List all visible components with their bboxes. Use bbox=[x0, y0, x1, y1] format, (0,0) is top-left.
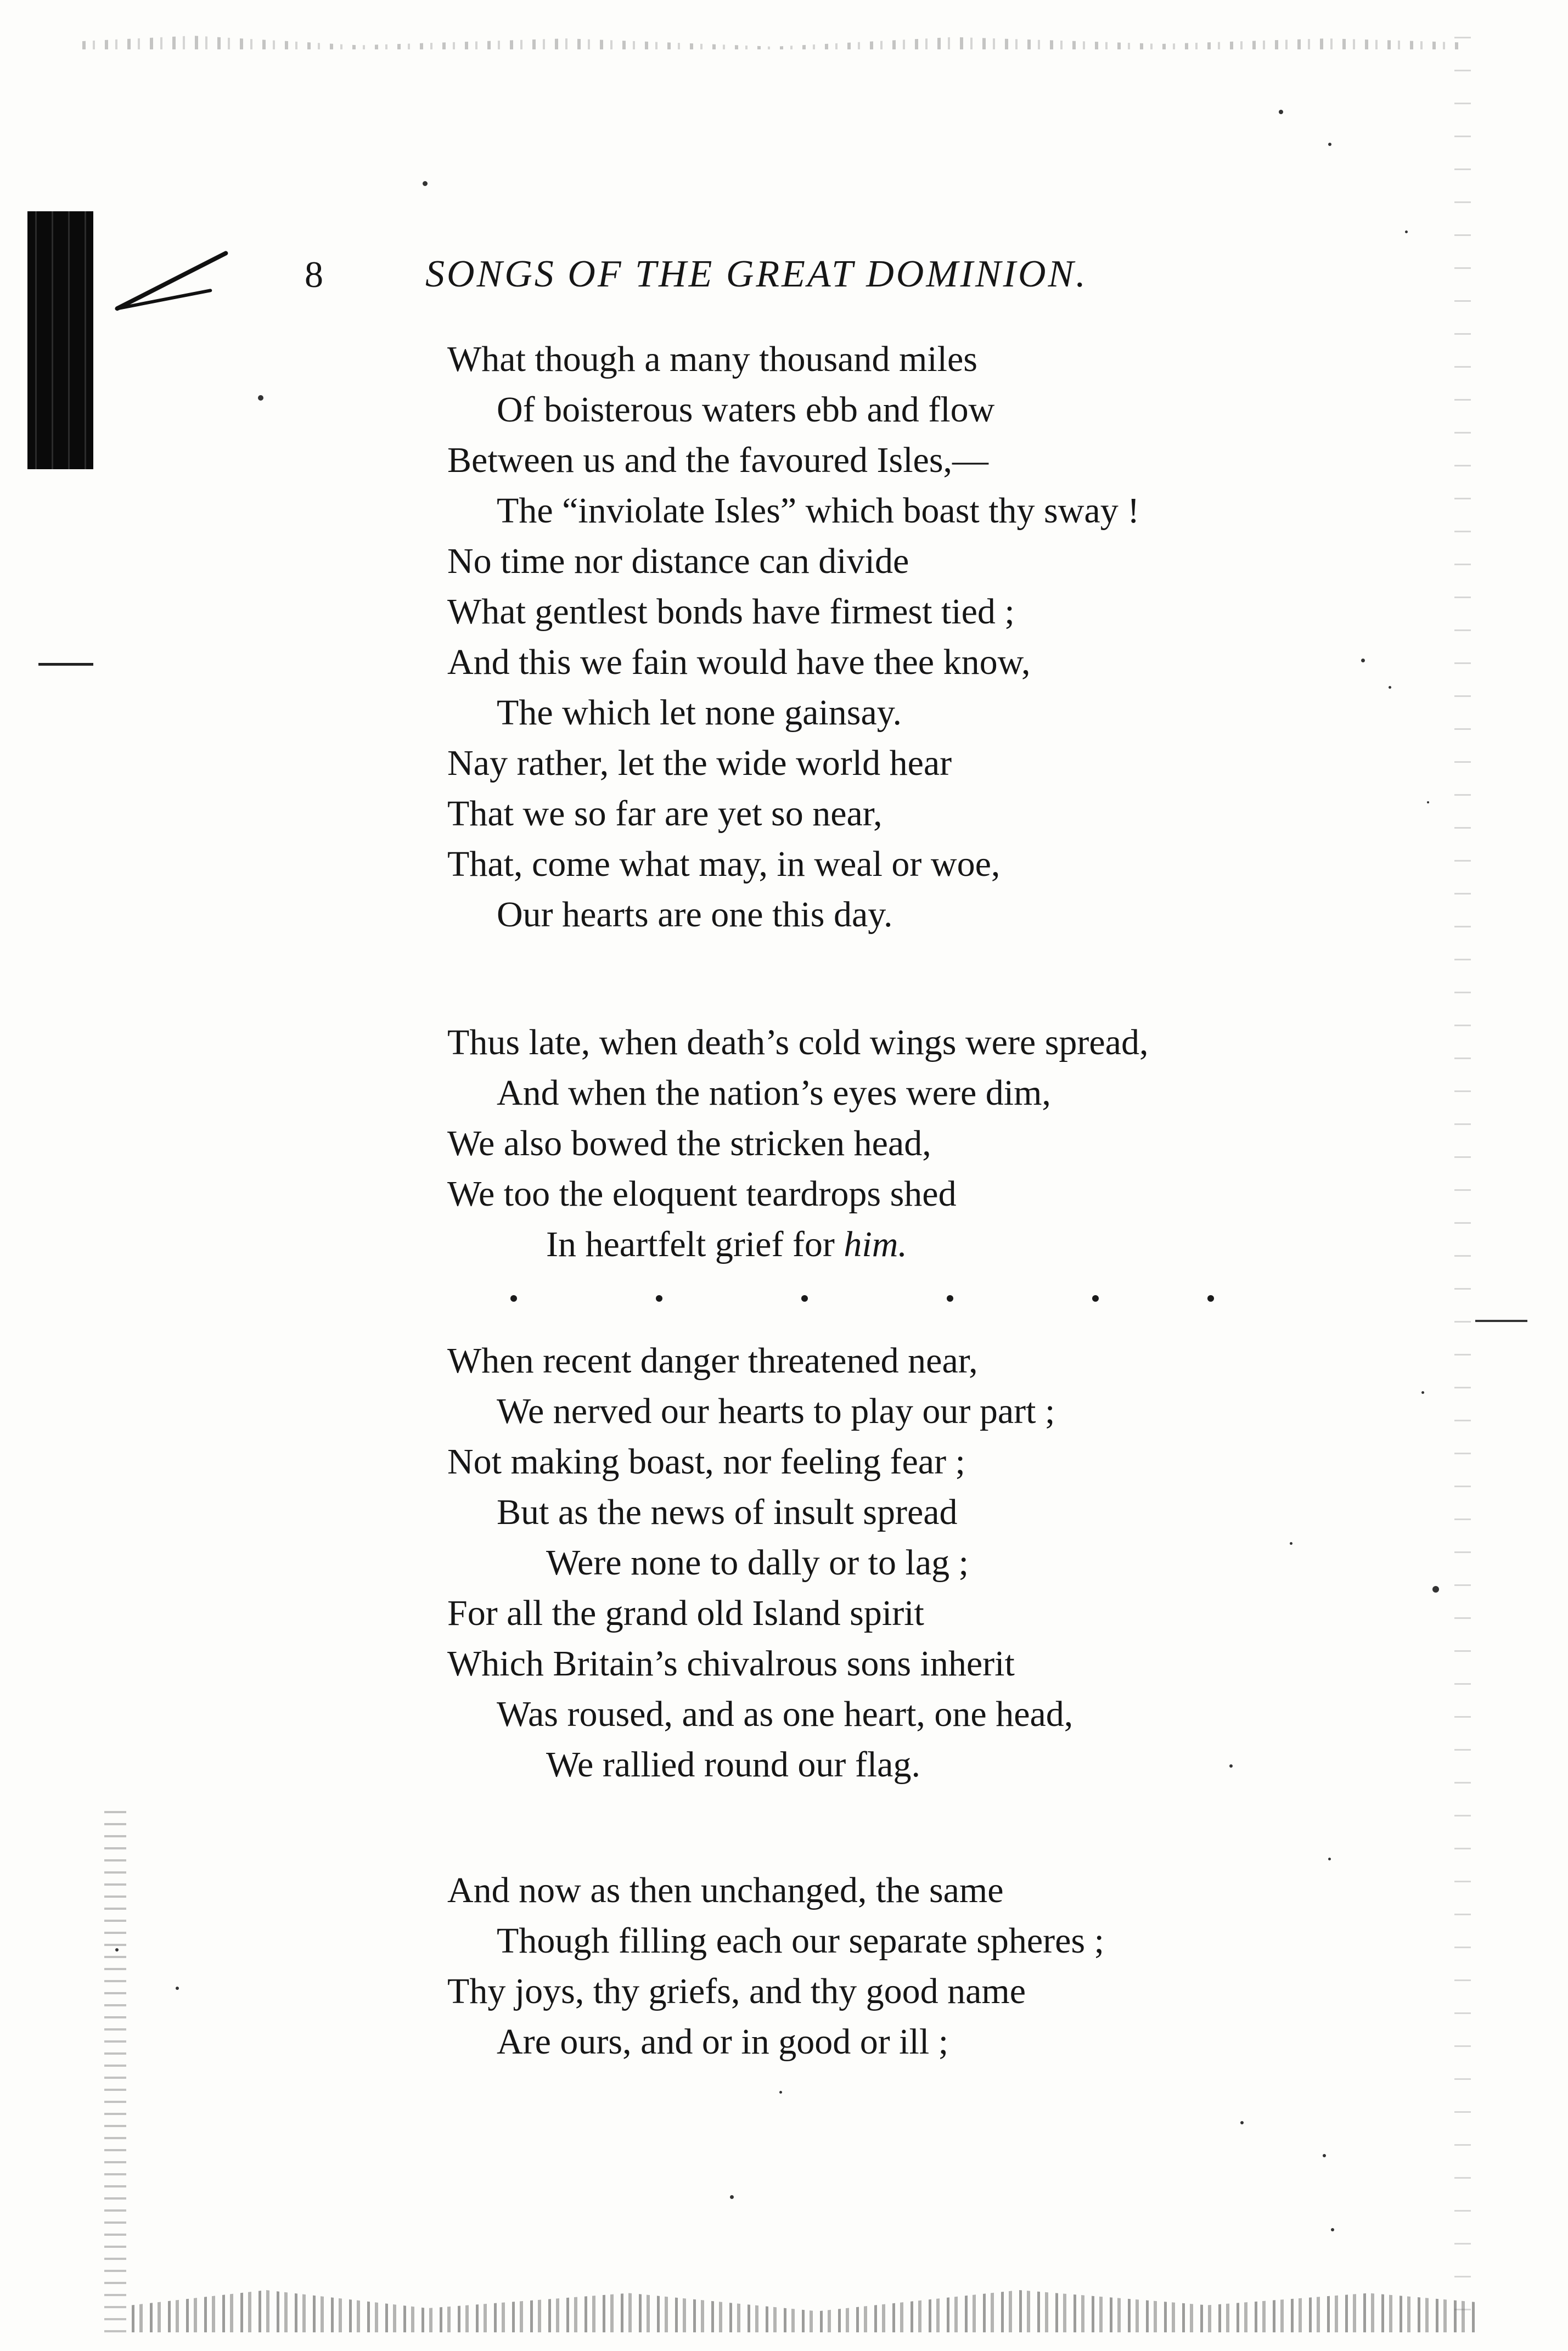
poem-line-text: Not making boast, nor feeling fear ; bbox=[447, 1442, 965, 1482]
poem-line-text: Of boisterous waters ebb and flow bbox=[497, 390, 995, 430]
poem-line bbox=[447, 1021, 1148, 1065]
poem-line-text: That we so far are yet so near, bbox=[447, 794, 883, 834]
poem-line bbox=[447, 1122, 931, 1166]
poem-line-text: Though filling each our separate spheres ; bbox=[497, 1921, 1104, 1961]
poem-line-text: Our hearts are one this day. bbox=[497, 895, 893, 935]
poem-line-text: In heartfelt grief for bbox=[546, 1224, 835, 1264]
poem-line bbox=[546, 1541, 969, 1585]
dust-speck bbox=[1331, 2228, 1334, 2231]
poem-line-text: No time nor distance can divide bbox=[447, 541, 909, 581]
scan-edge-right bbox=[1454, 33, 1471, 2310]
poem-line bbox=[447, 1172, 957, 1216]
dust-speck bbox=[1279, 110, 1283, 114]
poem-line-text: Thus late, when death’s cold wings were spread, bbox=[447, 1022, 1149, 1062]
poem-line bbox=[447, 842, 1000, 886]
poem-line bbox=[447, 1440, 965, 1484]
poem-line-text: Were none to dally or to lag ; bbox=[546, 1543, 969, 1583]
poem-line-text: We nerved our hearts to play our part ; bbox=[497, 1391, 1055, 1431]
poem-line-text: And now as then unchanged, the same bbox=[447, 1870, 1004, 1910]
dust-speck bbox=[1323, 2154, 1326, 2157]
poem-line bbox=[447, 539, 909, 583]
dust-speck bbox=[1389, 686, 1391, 689]
poem-line-text: What gentlest bonds have firmest tied ; bbox=[447, 592, 1015, 632]
page-header bbox=[305, 247, 1413, 307]
poem-line bbox=[497, 388, 994, 432]
poem-line bbox=[497, 2020, 948, 2064]
poem-line-text: What though a many thousand miles bbox=[447, 339, 977, 379]
poem-line bbox=[497, 1692, 1073, 1736]
dust-speck bbox=[1240, 2121, 1244, 2124]
poem-line-text: That, come what may, in weal or woe, bbox=[447, 844, 1001, 884]
poem-line-text: For all the grand old Island spirit bbox=[447, 1593, 924, 1633]
poem-line bbox=[497, 1390, 1055, 1433]
poem-line-text: Nay rather, let the wide world hear bbox=[447, 743, 952, 783]
poem-line-text: We too the eloquent teardrops shed bbox=[447, 1174, 957, 1214]
margin-dash-right bbox=[1475, 1320, 1527, 1322]
poem-line bbox=[497, 691, 902, 735]
poem-line-text: Thy joys, thy griefs, and thy good name bbox=[447, 1971, 1026, 2011]
dust-speck bbox=[115, 1948, 119, 1951]
poem-line-text: Which Britain’s chivalrous sons inherit bbox=[447, 1644, 1015, 1684]
poem-line bbox=[447, 640, 1030, 684]
dust-speck bbox=[423, 181, 428, 186]
poem-line bbox=[447, 1339, 978, 1383]
dust-speck bbox=[1432, 1586, 1439, 1593]
margin-dash bbox=[38, 663, 93, 666]
poem-line bbox=[497, 893, 892, 937]
dust-speck bbox=[258, 395, 263, 401]
poem-line bbox=[447, 1970, 1026, 2013]
pen-mark bbox=[114, 250, 229, 312]
poem-line-text: When recent danger threatened near, bbox=[447, 1341, 978, 1381]
poem-line-italic: him. bbox=[844, 1224, 907, 1264]
scan-edge-bottom bbox=[132, 2272, 1476, 2332]
poem-line bbox=[447, 792, 883, 836]
poem-line bbox=[497, 1919, 1104, 1963]
dust-speck bbox=[1328, 143, 1331, 146]
poem-line bbox=[447, 741, 952, 785]
dust-speck bbox=[176, 1987, 179, 1990]
running-title: SONGS OF THE GREAT DOMINION. bbox=[425, 253, 1088, 295]
poem-line-text: We also bowed the stricken head, bbox=[447, 1123, 931, 1163]
poem-line bbox=[447, 338, 977, 381]
poem-line bbox=[546, 1743, 920, 1787]
page-number: 8 bbox=[305, 254, 323, 295]
poem-line-text: Was roused, and as one heart, one head, bbox=[497, 1694, 1074, 1734]
poem-line bbox=[497, 1071, 1051, 1115]
poem-line-text: And when the nation’s eyes were dim, bbox=[497, 1073, 1051, 1113]
binding-shadow bbox=[27, 211, 93, 469]
dust-speck bbox=[1427, 801, 1429, 803]
poem-line bbox=[447, 438, 988, 482]
poem-line bbox=[447, 1591, 924, 1635]
poem-line bbox=[497, 489, 1139, 533]
section-break bbox=[510, 1295, 1224, 1317]
dust-speck bbox=[1361, 659, 1365, 662]
dust-speck bbox=[1328, 1858, 1331, 1860]
poem-line-text: The “inviolate Isles” which boast thy sway ! bbox=[497, 491, 1140, 531]
poem-line bbox=[447, 1642, 1015, 1686]
poem-line-text: The which let none gainsay. bbox=[497, 693, 902, 733]
dust-speck bbox=[779, 2091, 782, 2094]
dust-speck bbox=[1421, 1391, 1424, 1394]
dust-speck bbox=[1405, 230, 1408, 233]
poem-line bbox=[447, 1869, 1004, 1913]
dust-speck bbox=[1290, 1542, 1292, 1545]
poem-line-text: Are ours, and or in good or ill ; bbox=[497, 2022, 949, 2062]
poem-line bbox=[546, 1223, 907, 1267]
poem-line bbox=[447, 590, 1015, 634]
scan-edge-left bbox=[104, 1811, 126, 2332]
poem-line-text: And this we fain would have thee know, bbox=[447, 642, 1031, 682]
dust-speck bbox=[730, 2195, 734, 2199]
poem-line-text: We rallied round our flag. bbox=[546, 1745, 920, 1785]
poem-line-text: Between us and the favoured Isles,— bbox=[447, 440, 989, 480]
scan-edge-top bbox=[82, 30, 1465, 58]
dust-speck bbox=[1229, 1764, 1233, 1768]
poem-line bbox=[497, 1491, 958, 1534]
poem-line-text: But as the news of insult spread bbox=[497, 1492, 958, 1532]
